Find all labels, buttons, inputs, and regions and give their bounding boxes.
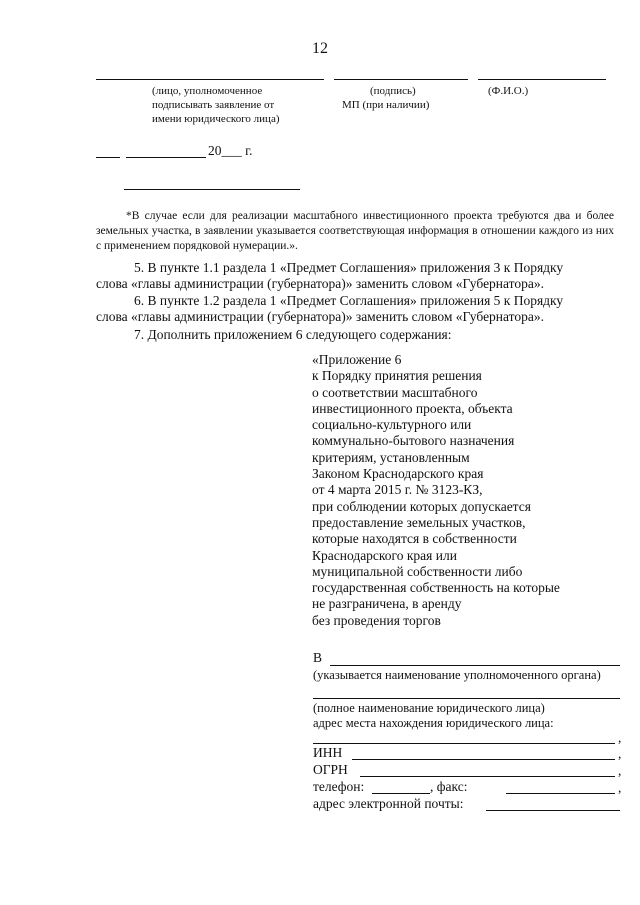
ogrn-label: ОГРН <box>313 762 348 777</box>
paragraph-5-line-2: слова «главы администрации (губернатора)» заменить словом «Губернатора». <box>96 276 545 291</box>
ogrn-comma: , <box>618 763 622 778</box>
fax-label: , факс: <box>430 779 468 794</box>
appendix-line: без проведения торгов <box>312 612 441 628</box>
appendix-line: которые находятся в собственности <box>312 531 517 547</box>
signature-line-sign <box>334 79 468 80</box>
signature-line-person <box>96 79 324 80</box>
email-label: адрес электронной почты: <box>313 796 464 811</box>
fax-comma: , <box>618 780 622 795</box>
footnote: *В случае если для реализации масштабного инвестиционного проекта требуются два и более земельных участка, в заявлении указывается соответствующая информация в отношении каждого из них с применением порядковой нумерации.». <box>96 210 614 252</box>
ogrn-field[interactable] <box>360 776 615 777</box>
legal-entity-name-field[interactable] <box>313 698 620 699</box>
fio-caption: (Ф.И.О.) <box>488 85 529 97</box>
appendix-line: не разграничена, в аренду <box>312 596 462 612</box>
date-day-line <box>96 157 120 158</box>
appendix-line: «Приложение 6 <box>312 352 402 367</box>
paragraph-7 <box>96 327 616 343</box>
sign-caption <box>342 84 472 112</box>
sign-caption-line: МП (при наличии) <box>342 99 430 111</box>
sign-caption-line: (подпись) <box>370 85 416 97</box>
paragraph-7-line-1: 7. Дополнить приложением 6 следующего содержания: <box>134 327 452 342</box>
form-to-row <box>313 650 322 666</box>
appendix-line: к Порядку принятия решения <box>312 368 482 384</box>
authority-name-field[interactable] <box>330 665 620 666</box>
paragraph-6 <box>96 293 616 325</box>
page-number: 12 <box>312 40 328 57</box>
appendix-line: при соблюдении которых допускается <box>312 498 531 514</box>
appendix-line: коммунально-бытового назначения <box>312 433 515 449</box>
footnote-separator <box>124 189 300 190</box>
appendix-line: Краснодарского края или <box>312 547 457 563</box>
paragraph-6-line-1: 6. В пункте 1.2 раздела 1 «Предмет Соглашения» приложения 5 к Порядку <box>134 293 564 308</box>
appendix-line: от 4 марта 2015 г. № 3123-КЗ, <box>312 482 483 498</box>
to-label: В <box>313 650 323 665</box>
paragraph-5 <box>96 260 616 292</box>
phone-label: телефон: <box>313 779 365 794</box>
inn-comma: , <box>618 746 622 761</box>
appendix-line: о соответствии масштабного <box>312 384 478 400</box>
inn-label: ИНН <box>313 745 343 760</box>
paragraph-5-line-1: 5. В пункте 1.1 раздела 1 «Предмет Соглашения» приложения 3 к Порядку <box>134 260 564 275</box>
appendix-line: инвестиционного проекта, объекта <box>312 400 513 416</box>
address-label: адрес места нахождения юридического лица: <box>313 716 554 730</box>
signature-line-fio <box>478 79 606 80</box>
person-caption-line: подписывать заявление от <box>152 99 275 111</box>
org-caption: (указывается наименование уполномоченного органа) <box>313 668 601 682</box>
appendix-line: социально-культурного или <box>312 417 472 433</box>
address-field[interactable] <box>313 743 615 744</box>
phone-field[interactable] <box>372 793 430 794</box>
fax-field[interactable] <box>506 793 615 794</box>
appendix-line: предоставление земельных участков, <box>312 514 526 530</box>
person-caption-line: имени юридического лица) <box>152 113 280 125</box>
email-field[interactable] <box>486 810 620 811</box>
person-caption-line: (лицо, уполномоченное <box>152 85 263 97</box>
legal-name-caption: (полное наименование юридического лица) <box>313 701 545 715</box>
date-month-line <box>126 157 206 158</box>
date-year: 20___ г. <box>208 143 253 158</box>
appendix-header <box>312 352 612 629</box>
appendix-line: Законом Краснодарского края <box>312 466 484 482</box>
inn-field[interactable] <box>352 759 615 760</box>
person-caption <box>152 84 332 126</box>
appendix-line: государственная собственность на которые <box>312 580 560 596</box>
address-comma: , <box>618 730 622 745</box>
paragraph-6-line-2: слова «главы администрации (губернатора)» заменить словом «Губернатора». <box>96 309 545 324</box>
appendix-line: муниципальной собственности либо <box>312 563 523 579</box>
appendix-line: критериям, установленным <box>312 449 470 465</box>
